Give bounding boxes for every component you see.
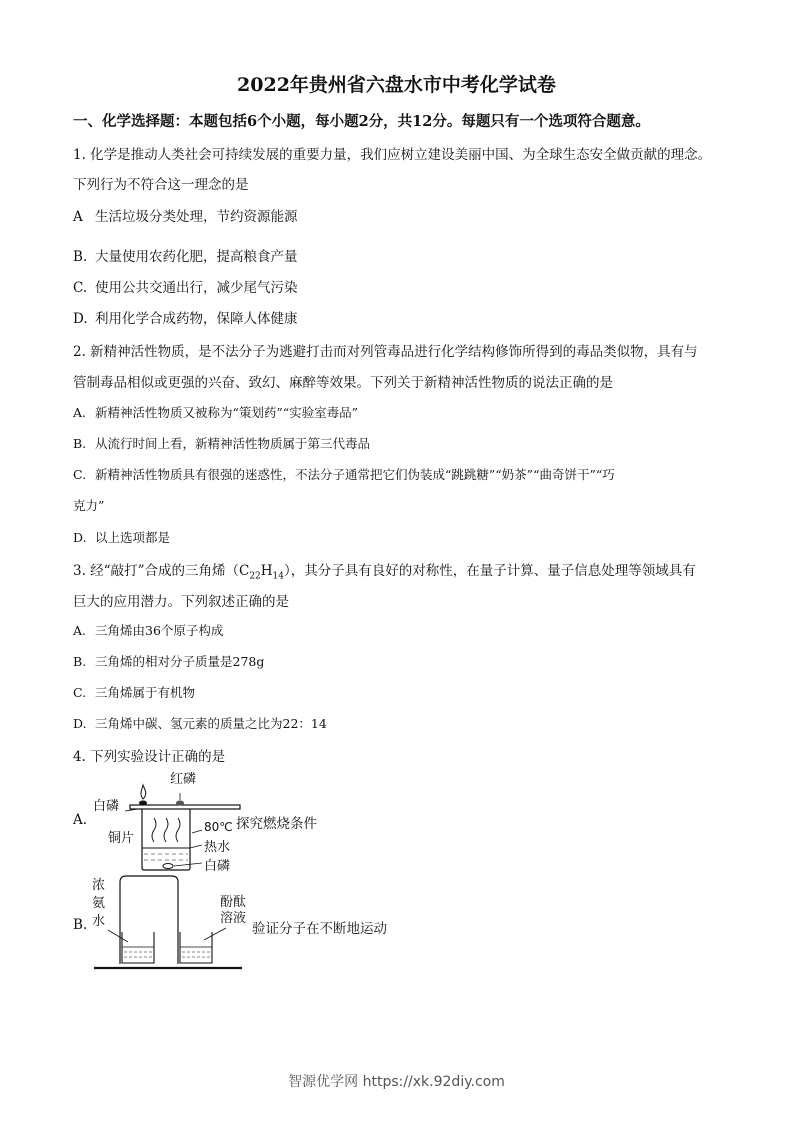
option-text: 从流行时间上看，新精神活性物质属于第三代毒品	[95, 436, 371, 451]
q3-option-c[interactable]	[73, 683, 195, 701]
flame-icon	[141, 785, 146, 799]
q1-stem-line1: 1. 化学是推动人类社会可持续发展的重要力量，我们应树立建设美丽中国、为全球生态安全做贡献的理念。	[73, 147, 712, 163]
q3-stem-line2: 巨大的应用潜力。下列叙述正确的是	[73, 594, 289, 610]
option-label: C.	[73, 467, 87, 482]
option-label: B.	[73, 654, 87, 669]
q2-option-c-cont: 克力”	[73, 498, 105, 513]
ammonia-beaker	[122, 932, 154, 963]
q1-option-a[interactable]	[73, 205, 298, 225]
option-label: C.	[73, 685, 87, 700]
red-phosphorus-label: 红磷	[170, 772, 197, 787]
hydrogen-symbol: H	[260, 563, 273, 579]
ammonia-char-3: 水	[92, 914, 106, 929]
q3-option-b[interactable]	[73, 652, 264, 670]
q2-stem-line1: 2. 新精神活性物质，是不法分子为逃避打击而对列管毒品进行化学结构修饰所得到的毒品类似物，具有与	[73, 344, 698, 360]
q4-stem: 4. 下列实验设计正确的是	[73, 749, 226, 765]
subscript-14: 14	[272, 571, 284, 582]
q2-stem-line2: 管制毒品相似或更强的兴奋、致幻、麻醉等效果。下列关于新精神活性物质的说法正确的是	[73, 375, 613, 391]
option-label: D.	[73, 716, 87, 731]
white-phosphorus-top	[139, 801, 147, 806]
option-text: 使用公共交通出行，减少尾气污染	[95, 280, 298, 296]
q2-option-a[interactable]	[73, 403, 358, 421]
option-text: 三角烯由36个原子构成	[95, 623, 224, 638]
ammonia-char-1: 浓	[92, 878, 106, 893]
option-label: A.	[73, 405, 87, 420]
copper-sheet	[130, 805, 240, 809]
option-label: B.	[73, 436, 87, 451]
option-text: 大量使用农药化肥，提高粮食产量	[95, 249, 298, 265]
q3-option-d[interactable]	[73, 714, 327, 732]
q1-stem-line2: 下列行为不符合这一理念的是	[73, 177, 249, 193]
ammonia-label	[92, 877, 108, 931]
red-phosphorus	[176, 801, 184, 806]
option-label: A	[73, 209, 83, 225]
footer-watermark: 智源优学网 https://xk.92diy.com	[288, 1074, 505, 1090]
option-text: 三角烯属于有机物	[95, 685, 196, 700]
option-label: D.	[73, 311, 88, 327]
q3-stem-post: ），其分子具有良好的对称性，在量子计算、量子信息处理等领域具有	[284, 563, 696, 579]
section-heading: 一、化学选择题：本题包括6个小题，每小题2分，共12分。每题只有一个选项符合题意。	[73, 113, 650, 130]
phenolphthalein-label	[220, 895, 246, 927]
phenolphthalein-line-2: 溶液	[220, 911, 247, 926]
option-label: B.	[73, 249, 88, 265]
option-label: A.	[73, 623, 87, 638]
white-phosphorus-bottom	[163, 864, 173, 869]
q3-stem-line1	[73, 559, 696, 582]
q3-stem-pre: 3. 经“敲打”合成的三角烯（C	[73, 563, 250, 579]
phenolphthalein-line-1: 酚酞	[220, 895, 247, 910]
hot-water-label: 热水	[204, 840, 231, 855]
option-text: 利用化学合成药物，保障人体健康	[95, 311, 298, 327]
ammonia-char-2: 氨	[92, 896, 106, 911]
q1-option-d[interactable]	[73, 307, 298, 327]
option-text: 三角烯中碳、氢元素的质量之比为22：14	[95, 716, 327, 731]
page-title: 2022年贵州省六盘水市中考化学试卷	[237, 74, 556, 96]
subscript-22: 22	[249, 571, 261, 582]
temperature-label: 80℃	[204, 820, 233, 834]
q4-option-b-label[interactable]: B.	[73, 917, 88, 933]
large-beaker	[120, 876, 178, 964]
q2-option-d[interactable]	[73, 528, 170, 546]
option-label: C.	[73, 280, 88, 296]
phenolphthalein-beaker	[180, 932, 212, 963]
q2-option-b[interactable]	[73, 434, 370, 452]
q3-option-a[interactable]	[73, 621, 223, 639]
option-text: 新精神活性物质具有很强的迷惑性，不法分子通常把它们伪装成“跳跳糖”“奶茶”“曲奇饼干”“巧	[95, 467, 615, 482]
copper-sheet-label: 铜片	[108, 831, 135, 846]
option-text: 新精神活性物质又被称为“策划药”“实验室毒品”	[95, 405, 359, 420]
q2-option-c[interactable]	[73, 465, 615, 483]
option-b-text: 验证分子在不断地运动	[252, 921, 387, 937]
option-text: 三角烯的相对分子质量是278g	[95, 654, 265, 669]
q1-option-b[interactable]	[73, 245, 298, 265]
q4-option-a-label[interactable]: A.	[73, 812, 88, 828]
option-a-text: 探究燃烧条件	[236, 816, 317, 832]
white-phosphorus-bottom-label: 白磷	[204, 859, 231, 874]
q1-option-c[interactable]	[73, 276, 298, 296]
option-text: 以上选项都是	[95, 530, 171, 545]
option-label: D.	[73, 530, 87, 545]
white-phosphorus-top-label: 白磷	[93, 799, 120, 814]
option-text: 生活垃圾分类处理，节约资源能源	[95, 209, 298, 225]
